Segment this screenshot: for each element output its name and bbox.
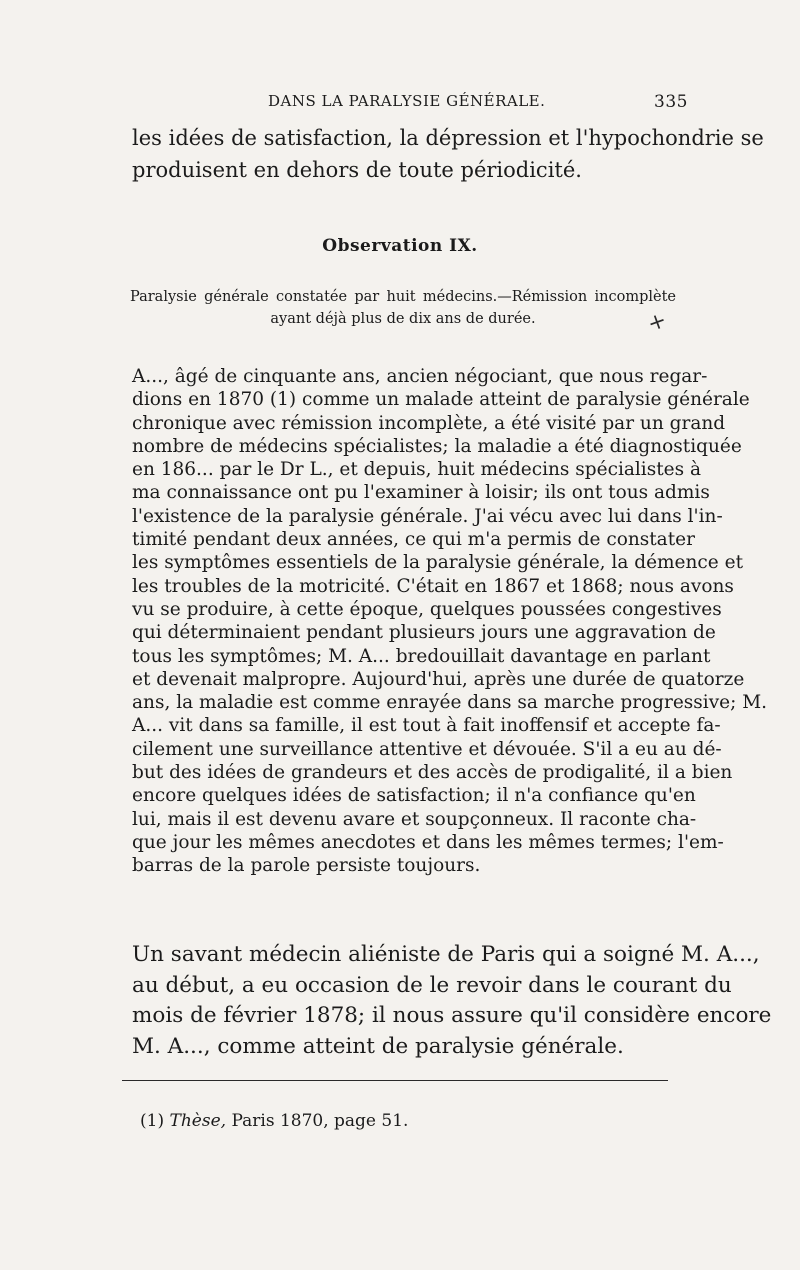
- text-line: timité pendant deux années, ce qui m'a permis de constater: [132, 529, 695, 551]
- text-line: au début, a eu occasion de le revoir dans le courant du: [132, 972, 732, 998]
- summary-line: ayant déjà plus de dix ans de durée.: [270, 311, 536, 327]
- text-line: les troubles de la motricité. C'était en 1867 et 1868; nous avons: [132, 575, 734, 597]
- closing-paragraph: [132, 940, 772, 1062]
- text-line: chronique avec rémission incomplète, a été visité par un grand: [132, 412, 726, 434]
- text-line: qui déterminaient pendant plusieurs jours une aggravation de: [132, 622, 716, 644]
- text-line: encore quelques idées de satisfaction; il n'a confiance qu'en: [132, 785, 696, 807]
- footnote-marker: (1): [140, 1111, 165, 1131]
- page-number: 335: [654, 92, 688, 112]
- footnote-divider: [122, 1080, 668, 1081]
- text-line: lui, mais il est devenu avare et soupçonneux. Il raconte cha-: [132, 808, 697, 830]
- intro-paragraph: [132, 122, 764, 186]
- footnote-source: Thèse,: [169, 1111, 227, 1131]
- footnote-detail: Paris 1870, page 51.: [231, 1111, 409, 1131]
- observation-title: Observation IX.: [322, 236, 478, 256]
- text-line: vu se produire, à cette époque, quelques poussées congestives: [132, 598, 722, 620]
- margin-annotation: +: [644, 307, 671, 338]
- text-line: ma connaissance ont pu l'examiner à loisir; ils ont tous admis: [132, 482, 710, 504]
- text-line: que jour les mêmes anecdotes et dans les mêmes termes; l'em-: [132, 831, 724, 853]
- text-line: l'existence de la paralysie générale. J'ai vécu avec lui dans l'in-: [132, 505, 723, 527]
- text-line: nombre de médecins spécialistes; la maladie a été diagnostiquée: [132, 435, 742, 457]
- text-line: les symptômes essentiels de la paralysie générale, la démence et: [132, 552, 743, 574]
- text-line: les idées de satisfaction, la dépression et l'hypochondrie se: [132, 126, 764, 150]
- summary-line: Paralysie générale constatée par huit médecins.—Rémission incomplète: [130, 289, 676, 305]
- text-line: tous les symptômes; M. A... bredouillait davantage en parlant: [132, 645, 711, 667]
- text-line: cilement une surveillance attentive et dévouée. S'il a eu au dé-: [132, 738, 722, 760]
- observation-body: [132, 365, 768, 878]
- footnote: [140, 1111, 408, 1131]
- running-title: DANS LA PARALYSIE GÉNÉRALE.: [268, 92, 546, 110]
- text-line: ans, la maladie est comme enrayée dans sa marche progressive; M.: [132, 692, 768, 714]
- text-line: Un savant médecin aliéniste de Paris qui a soigné M. A...,: [132, 942, 760, 967]
- text-line: barras de la parole persiste toujours.: [132, 855, 481, 877]
- text-line: dions en 1870 (1) comme un malade atteint de paralysie générale: [132, 389, 750, 411]
- page-header: [268, 92, 688, 114]
- text-line: en 186... par le Dr L., et depuis, huit médecins spécialistes à: [132, 459, 702, 481]
- text-line: A... vit dans sa famille, il est tout à fait inoffensif et accepte fa-: [132, 715, 721, 737]
- observation-summary: [130, 286, 676, 330]
- text-line: but des idées de grandeurs et des accès de prodigalité, il a bien: [132, 762, 733, 784]
- text-line: M. A..., comme atteint de paralysie générale.: [132, 1033, 624, 1059]
- text-line: et devenait malpropre. Aujourd'hui, après une durée de quatorze: [132, 668, 745, 690]
- text-line: A..., âgé de cinquante ans, ancien négociant, que nous regar-: [132, 366, 708, 387]
- text-line: produisent en dehors de toute périodicité.: [132, 158, 582, 182]
- text-line: mois de février 1878; il nous assure qu'il considère encore: [132, 1003, 772, 1028]
